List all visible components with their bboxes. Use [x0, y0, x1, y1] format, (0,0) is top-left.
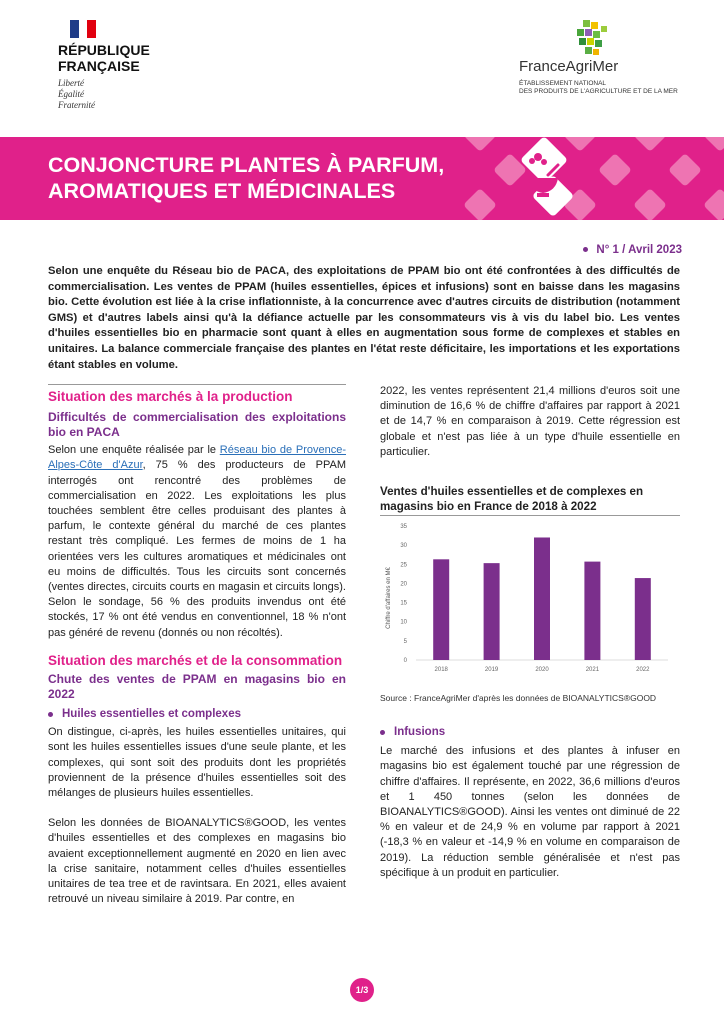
bullet-huiles-title: Huiles essentielles et complexes	[62, 708, 241, 721]
y-tick-label: 0	[403, 658, 407, 664]
y-tick-label: 35	[400, 524, 407, 530]
right-column-top	[380, 384, 680, 460]
rf-name-line1: RÉPUBLIQUE	[58, 42, 150, 58]
bar-2022	[635, 578, 651, 660]
section-production-text	[48, 443, 346, 641]
chart-title-divider	[380, 515, 680, 516]
republique-francaise-name	[58, 42, 168, 74]
bullet-icon	[48, 712, 53, 717]
x-tick-label: 2021	[585, 667, 600, 673]
chart-title: Ventes d'huiles essentielles et de complexes en magasins bio en France de 2018 à 2022	[380, 485, 644, 513]
republique-motto	[58, 78, 138, 111]
page-number-badge: 1/3	[350, 978, 374, 1002]
motto-liberte: Liberté	[58, 78, 84, 88]
franceagrimer-logo	[575, 20, 609, 60]
banner-title-line2: AROMATIQUES ET MÉDICINALES	[48, 179, 396, 203]
y-tick-label: 20	[400, 581, 407, 588]
y-tick-label: 15	[400, 600, 407, 607]
bullet-infusions	[380, 725, 680, 740]
issue-bullet-icon	[583, 247, 588, 252]
banner-title	[48, 152, 488, 204]
mortar-pestle-icon	[518, 145, 568, 207]
bullet-huiles	[48, 707, 346, 722]
chart-source: Source : FranceAgriMer d'après les données de BIOANALYTICS®GOOD	[380, 693, 657, 703]
agency-subtitle-line2: DES PRODUITS DE L'AGRICULTURE ET DE LA MER	[519, 88, 678, 95]
agency-subtitle	[519, 80, 679, 96]
x-tick-label: 2019	[484, 667, 499, 673]
french-flag-logo	[70, 20, 96, 38]
issue-text: N° 1 / Avril 2023	[596, 244, 682, 256]
paragraph-huiles-definition: On distingue, ci-après, les huiles essentielles unitaires, qui sont les huiles essentielles issues d'une seule plante, et les complexes, qui sont soit des produits dont les propriétés proviennent de la présence d'huiles essentielles soit des mélanges de plusieurs huiles essentielles.	[48, 726, 346, 800]
title-banner	[0, 137, 724, 220]
motto-fraternite: Fraternité	[58, 100, 95, 110]
x-tick-label: 2022	[636, 667, 650, 673]
text-before-link: Selon une enquête réalisée par le	[48, 444, 220, 457]
bullet-icon	[380, 730, 385, 735]
paragraph-huiles-2022: 2022, les ventes représentent 21,4 millions d'euros soit une diminution de 16,6 % de chiffre d'affaires par rapport à 2021 et de 14,7 % en comparaison à 2019. Cette régression est globale et n'est pas liée à un type d'huile essentielle en particulier.	[380, 385, 680, 458]
section-consommation-title: Situation des marchés et de la consommation	[48, 652, 343, 668]
issue-number	[583, 244, 682, 256]
banner-title-line1: CONJONCTURE PLANTES À PARFUM,	[48, 153, 445, 177]
y-tick-label: 5	[403, 638, 407, 645]
motto-egalite: Égalité	[58, 89, 84, 99]
x-tick-label: 2018	[434, 667, 448, 673]
y-tick-label: 25	[400, 562, 407, 569]
section-production-title: Situation des marchés à la production	[48, 389, 293, 404]
rf-name-line2: FRANÇAISE	[58, 58, 140, 74]
paragraph-infusions: Le marché des infusions et des plantes à infuser en magasins bio est également touché par une régression de chiffre d'affaires. Il représente, en 2022, 36,6 millions d'euros et 1 450 tonnes (selon les données de BIOANALYTICS®GOOD). Ainsi les ventes ont diminué de 22 % en valeur et de 24,9 % en volume par rapport à 2021 (-18,3 % en valeur et -14,9 % en volume en comparaison de 2019). La réduction semble généralisée et n'est pas spécifique à un produit en particulier.	[380, 745, 680, 879]
x-tick-label: 2020	[535, 667, 549, 673]
left-column-divider	[48, 384, 346, 385]
text-after-link: , 75 % des producteurs de PPAM interrogés ont rencontré des problèmes de commercialisation en 2022. Les exploitations les plus touchées semblent être celles produisant des plantes à parfum, le contexte général du marché de ces plantes restant très compliqué. Les fermes de moins de 1 ha orientées vers les cultures aromatiques et médicinales ont eu moins de difficultés. Tous les circuits sont concernés (ventes directes, circuits courts en magasin et circuits longs). Selon le sondage, 56 % des produits invendus ont été stockés, 17 % ont été vendus en conventionnel, 18 % n'ont pas généré de revenu (donnés ou non récoltés).	[48, 459, 346, 639]
paragraph-huiles-ventes: Selon les données de BIOANALYTICS®GOOD, les ventes d'huiles essentielles et des complexes en magasins bio avaient exceptionnellement augmenté en 2020 en lien avec la crise sanitaire, notamment celles d'huiles essentielles unitaires de tea tree et de ravintsara. En 2021, elles avaient retrouvé un niveau similaire à 2019. Par contre, en	[48, 817, 346, 906]
y-tick-label: 10	[400, 619, 407, 626]
agency-name: FranceAgriMer	[519, 58, 619, 75]
bar-2020	[534, 537, 550, 660]
bar-2018	[433, 559, 449, 660]
right-column-bottom	[380, 725, 680, 881]
lead-paragraph: Selon une enquête du Réseau bio de PACA, des exploitations de PPAM bio ont été confrontées à des difficultés de commercialisation. Les ventes de PPAM (huiles essentielles, épices et infusions) sont en baisse dans les magasins bio. Cette évolution est liée à la crise inflationniste, à la concurrence avec d'autres circuits de distribution (notamment GMS) et d'autres labels ainsi qu'à la défiance actuelle par les consommateurs vis à vis du label bio. Les ventes d'huiles essentielles bio en pharmacie sont quant à elles en augmentation sous forme de complexes et stables en unitaires. La balance commerciale française des plantes en l'état reste déficitaire, les importations et les exportations étant stables en volume.	[48, 265, 680, 371]
sales-bar-chart	[380, 518, 680, 680]
left-column	[48, 384, 346, 907]
reseau-bio-link[interactable]: Réseau bio de Provence-Alpes-Côte d'Azur	[48, 444, 346, 472]
y-tick-label: 30	[400, 543, 407, 550]
section-consommation-subtitle: Chute des ventes de PPAM en magasins bio en 2022	[48, 672, 346, 702]
agency-subtitle-line1: ÉTABLISSEMENT NATIONAL	[519, 80, 607, 87]
section-production-subtitle: Difficultés de commercialisation des exploitations bio en PACA	[48, 410, 346, 440]
chart-y-axis-label: Chiffre d'affaires en M€	[386, 567, 392, 629]
bullet-infusions-title: Infusions	[394, 726, 446, 738]
bar-2021	[584, 562, 600, 660]
bar-2019	[484, 563, 500, 660]
